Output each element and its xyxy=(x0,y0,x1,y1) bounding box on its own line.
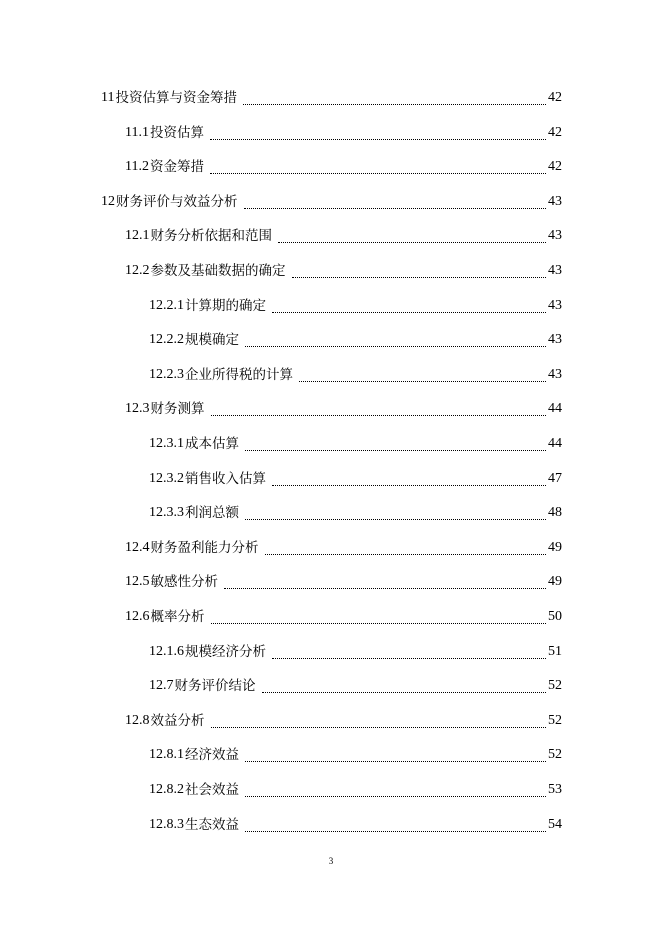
toc-entry-number: 11.1 xyxy=(125,124,149,140)
toc-entry-page: 43 xyxy=(548,366,562,382)
toc-entry[interactable] xyxy=(149,496,562,530)
toc-dot-leader xyxy=(245,773,546,807)
toc-entry-number: 12.8.2 xyxy=(149,782,184,797)
toc-dot-leader xyxy=(299,358,546,392)
toc-entry-title: 销售收入估算 xyxy=(185,470,266,487)
toc-entry-page: 50 xyxy=(548,609,562,624)
toc-entry-number: 12.2.1 xyxy=(149,297,184,313)
toc-entry-number: 12.3.3 xyxy=(149,505,184,521)
toc-entry[interactable] xyxy=(149,669,562,703)
toc-entry-page: 43 xyxy=(548,193,562,209)
toc-entry-title: 效益分析 xyxy=(150,712,205,729)
toc-dot-leader xyxy=(211,392,547,426)
toc-entry[interactable] xyxy=(149,427,562,461)
toc-dot-leader xyxy=(243,81,546,115)
toc-entry-page: 49 xyxy=(548,539,562,555)
toc-entry-number: 12 xyxy=(101,193,115,209)
toc-entry-title: 成本估算 xyxy=(185,436,239,452)
toc-entry[interactable] xyxy=(125,150,562,184)
toc-entry-page: 52 xyxy=(548,712,562,728)
toc-entry-page: 43 xyxy=(548,297,562,313)
toc-entry-page: 44 xyxy=(548,401,562,417)
toc-entry-page: 43 xyxy=(548,332,562,348)
toc-entry[interactable] xyxy=(125,219,562,253)
toc-entry[interactable] xyxy=(125,254,562,288)
toc-entry-title: 财务分析依据和范围 xyxy=(150,228,272,245)
toc-entry-title: 财务评价结论 xyxy=(174,678,256,695)
toc-dot-leader xyxy=(272,462,546,496)
toc-dot-leader xyxy=(262,669,547,703)
toc-entry-title: 参数及基础数据的确定 xyxy=(150,263,286,279)
toc-entry-number: 12.8.1 xyxy=(149,747,184,763)
toc-entry[interactable] xyxy=(101,185,562,219)
toc-entry-page: 53 xyxy=(548,782,562,797)
toc-entry-number: 12.3 xyxy=(125,401,150,417)
toc-dot-leader xyxy=(292,254,547,288)
toc-entry-title: 社会效益 xyxy=(185,782,239,798)
toc-entry-title: 敏感性分析 xyxy=(150,574,218,591)
toc-entry-title: 财务测算 xyxy=(150,401,205,418)
toc-entry[interactable] xyxy=(125,531,562,565)
toc-dot-leader xyxy=(245,738,546,772)
toc-entry-number: 12.5 xyxy=(125,574,150,590)
toc-dot-leader xyxy=(245,496,546,530)
toc-entry-number: 12.6 xyxy=(125,609,150,624)
toc-dot-leader xyxy=(210,116,546,150)
toc-entry[interactable] xyxy=(125,704,562,738)
toc-entry-page: 54 xyxy=(548,816,562,832)
toc-entry[interactable] xyxy=(149,738,562,772)
toc-entry-number: 11.2 xyxy=(125,159,149,175)
toc-entry-page: 44 xyxy=(548,436,562,451)
toc-dot-leader xyxy=(245,427,546,461)
toc-entry[interactable] xyxy=(125,565,562,599)
toc-entry-number: 11 xyxy=(101,90,115,105)
toc-entry-number: 12.3.2 xyxy=(149,470,184,486)
toc-entry-page: 42 xyxy=(548,124,562,140)
toc-entry-number: 12.8.3 xyxy=(149,816,184,832)
toc-entry-page: 42 xyxy=(548,159,562,175)
toc-entry-page: 43 xyxy=(548,263,562,278)
toc-entry-page: 49 xyxy=(548,574,562,590)
toc-entry[interactable] xyxy=(125,600,562,634)
toc-dot-leader xyxy=(278,219,546,253)
toc-dot-leader xyxy=(265,531,547,565)
toc-entry-page: 52 xyxy=(548,747,562,763)
toc-entry-title: 企业所得税的计算 xyxy=(185,366,293,383)
toc-entry[interactable] xyxy=(125,392,562,426)
toc-entry[interactable] xyxy=(149,462,562,496)
toc-entry-page: 43 xyxy=(548,228,562,244)
toc-dot-leader xyxy=(211,704,547,738)
toc-entry-title: 财务评价与效益分析 xyxy=(116,193,238,210)
toc-entry-title: 资金筹措 xyxy=(149,159,204,176)
toc-entry[interactable] xyxy=(149,808,562,842)
toc-entry-number: 12.2.2 xyxy=(149,332,184,348)
toc-entry-page: 48 xyxy=(548,505,562,521)
toc-entry-page: 51 xyxy=(548,643,562,659)
toc-entry-title: 投资估算 xyxy=(149,124,204,141)
toc-dot-leader xyxy=(272,289,546,323)
toc-entry[interactable] xyxy=(125,116,562,150)
toc-entry[interactable] xyxy=(149,289,562,323)
toc-entry-title: 规模经济分析 xyxy=(185,643,266,660)
toc-entry-title: 生态效益 xyxy=(185,816,239,833)
toc-entry[interactable] xyxy=(149,635,562,669)
toc-entry[interactable] xyxy=(101,81,562,115)
toc-entry-number: 12.1 xyxy=(125,228,150,244)
toc-entry-title: 财务盈利能力分析 xyxy=(150,539,259,556)
toc-entry-number: 12.1.6 xyxy=(149,643,184,659)
toc-entry-number: 12.4 xyxy=(125,539,150,555)
toc-dot-leader xyxy=(244,185,547,219)
toc-entry-number: 12.3.1 xyxy=(149,436,184,451)
toc-entry-number: 12.2.3 xyxy=(149,366,184,382)
toc-dot-leader xyxy=(211,600,547,634)
toc-entry-title: 计算期的确定 xyxy=(185,297,266,314)
toc-dot-leader xyxy=(245,808,546,842)
toc-entry-title: 规模确定 xyxy=(185,332,239,349)
toc-dot-leader xyxy=(272,635,546,669)
toc-entry-title: 概率分析 xyxy=(150,609,205,625)
toc-entry-title: 投资估算与资金筹措 xyxy=(115,90,237,106)
toc-dot-leader xyxy=(210,150,546,184)
toc-entry[interactable] xyxy=(149,773,562,807)
toc-entry[interactable] xyxy=(149,323,562,357)
toc-entry-number: 12.8 xyxy=(125,712,150,728)
toc-entry-number: 12.7 xyxy=(149,678,174,694)
toc-entry-page: 52 xyxy=(548,678,562,694)
toc-entry-title: 经济效益 xyxy=(185,747,239,764)
toc-dot-leader xyxy=(245,323,546,357)
page-number: 3 xyxy=(328,856,334,866)
toc-entry-page: 42 xyxy=(548,90,562,105)
toc-dot-leader xyxy=(224,565,546,599)
toc-entry-number: 12.2 xyxy=(125,263,150,278)
toc-entry-title: 利润总额 xyxy=(185,505,239,522)
toc-entry[interactable] xyxy=(149,358,562,392)
toc-entry-page: 47 xyxy=(548,470,562,486)
